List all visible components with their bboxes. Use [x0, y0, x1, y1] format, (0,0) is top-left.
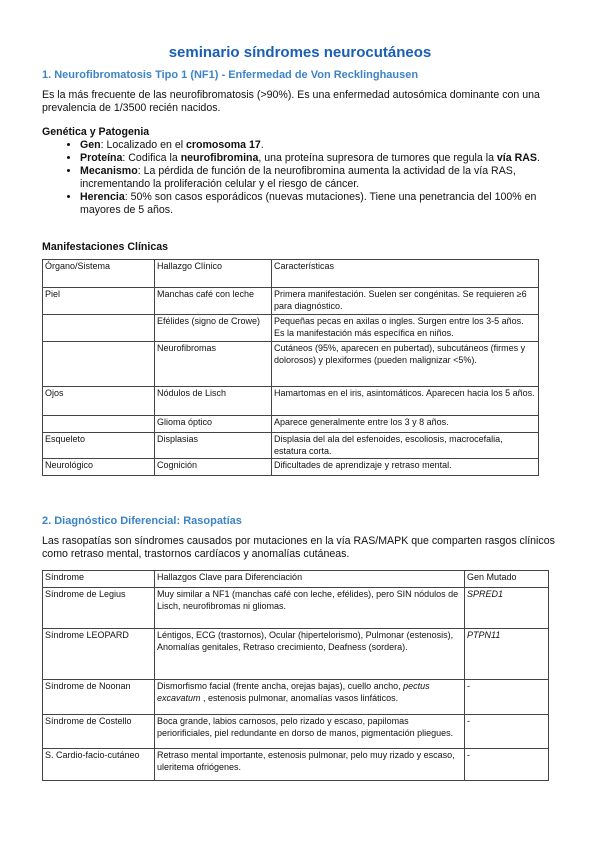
table-row: Neurofibromas Cutáneos (95%, aparecen en pubertad), subcutáneos (firmes y dolorosos) y plexiformes (pueden malignizar <5%). — [43, 342, 539, 387]
table-row: Síndrome de Legius Muy similar a NF1 (manchas café con leche, efélides), pero SIN nódulos de Lisch, neurofibromas ni gliomas. SPRED1 — [43, 588, 549, 629]
table-row: Glioma óptico Aparece generalmente entre los 3 y 8 años. — [43, 416, 539, 433]
table-row: Síndrome LEOPARD Léntigos, ECG (trastornos), Ocular (hipertelorismo), Pulmonar (estenosis), Anomalías genitales, Retraso crecimiento, Deafness (sordera). PTPN11 — [43, 629, 549, 680]
genetics-list — [42, 139, 557, 217]
column-header: Hallazgos Clave para Diferenciación — [155, 571, 465, 588]
list-item: • Gen: Localizado en el cromosoma 17. — [80, 139, 557, 152]
column-header: Características — [272, 260, 539, 288]
document-title: seminario síndromes neurocutáneos — [168, 44, 432, 61]
column-header: Hallazgo Clínico — [155, 260, 272, 288]
table-row: Ojos Nódulos de Lisch Hamartomas en el iris, asintomáticos. Aparecen hacia los 5 años. — [43, 387, 539, 416]
section2-intro: Las rasopatías son síndromes causados por mutaciones en la vía RAS/MAPK que comparten rasgos clínicos como retraso mental, trastornos cardíacos y anomalías cutáneas. — [42, 535, 555, 560]
manifestations-heading: Manifestaciones Clínicas — [42, 241, 168, 253]
column-header: Órgano/Sistema — [43, 260, 155, 288]
table-row: Piel Manchas café con leche Primera manifestación. Suelen ser congénitas. Se requieren ≥6 para diagnóstico. — [43, 288, 539, 315]
section1-intro: Es la más frecuente de las neurofibromatosis (>90%). Es una enfermedad autosómica dominante con una prevalencia de 1/3500 recién nacidos. — [42, 89, 540, 114]
table-header-row — [43, 260, 539, 288]
genetics-heading: Genética y Patogenia — [42, 126, 150, 138]
section2-heading: 2. Diagnóstico Diferencial: Rasopatías — [42, 515, 242, 527]
column-header: Síndrome — [43, 571, 155, 588]
table-row: Efélides (signo de Crowe) Pequeñas pecas en axilas o ingles. Surgen entre los 3-5 años. Es la manifestación más específica en niños. — [43, 315, 539, 342]
table-row: Esqueleto Displasias Displasia del ala del esfenoides, escoliosis, macrocefalia, estatura corta. — [43, 433, 539, 459]
list-item: • Proteína: Codifica la neurofibromina, una proteína supresora de tumores que regula la vía RAS. — [80, 152, 557, 165]
rasopathies-table — [42, 570, 549, 781]
table-row: Neurológico Cognición Dificultades de aprendizaje y retraso mental. — [43, 459, 539, 476]
table-row: Síndrome de Noonan Dismorfismo facial (frente ancha, orejas bajas), cuello ancho, pectus excavatum , estenosis pulmonar, anomalías vasos linfáticos. - — [43, 680, 549, 715]
table-row: S. Cardio-facio-cutáneo Retraso mental importante, estenosis pulmonar, pelo muy rizado y escaso, uleritema ofriógenes. - — [43, 749, 549, 781]
table-row: Síndrome de Costello Boca grande, labios carnosos, pelo rizado y escaso, papilomas periorificiales, piel redundante en dorso de manos, pigmentación pliegues. - — [43, 715, 549, 749]
list-item: • Mecanismo: La pérdida de función de la neurofibromina aumenta la actividad de la vía RAS, incrementando la proliferación celular y el riesgo de cáncer. — [80, 165, 557, 191]
manifestations-table — [42, 259, 539, 476]
section1-heading: 1. Neurofibromatosis Tipo 1 (NF1) - Enfermedad de Von Recklinghausen — [42, 69, 419, 81]
table-header-row — [43, 571, 549, 588]
list-item: • Herencia: 50% son casos esporádicos (nuevas mutaciones). Tiene una penetrancia del 100% en mayores de 5 años. — [80, 191, 557, 217]
column-header: Gen Mutado — [465, 571, 549, 588]
